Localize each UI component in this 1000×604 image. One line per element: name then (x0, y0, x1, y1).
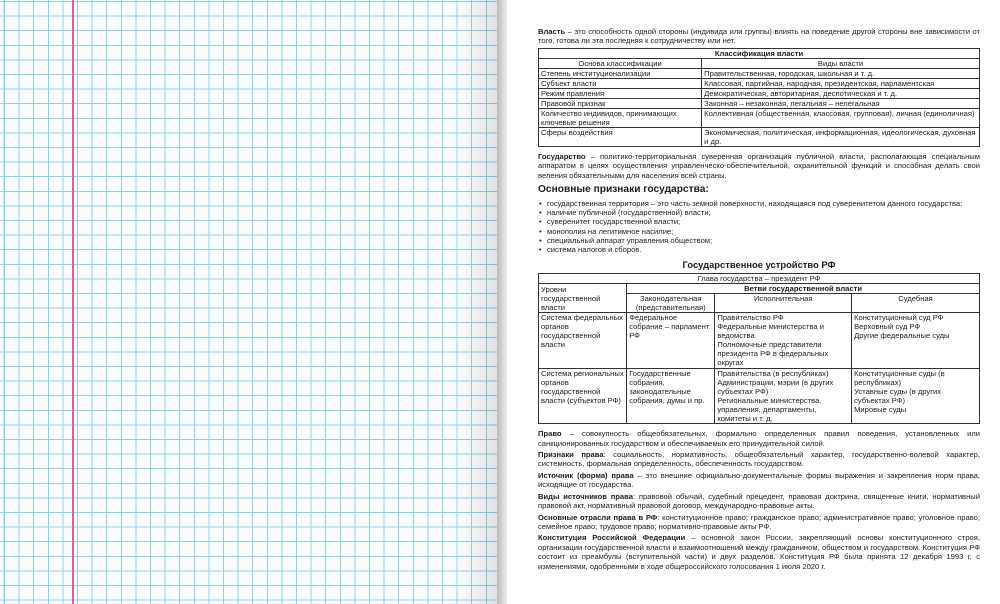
list-item: • суверенитет государственной власти; (547, 217, 980, 226)
state-definition: Государство – политико-территориальная суверенная организация публичной власти, располагающая специальным аппаратом в целях осуществления управленческо-обеспечительной, охранительной функций и способная делать свои веления обязательными для населения всей страны. (538, 151, 980, 180)
list-item: • наличие публичной (государственной) власти; (547, 208, 980, 217)
list-item: • система налогов и сборов. (547, 245, 980, 254)
table-header: Виды власти (702, 58, 980, 68)
term: Право (538, 429, 562, 439)
table-row: Количество индивидов, принимающих ключевые решения Коллективная (общественная, классовая, групповая), личная (единоличная) (539, 108, 980, 127)
table-row: Система региональных органов государственной власти (субъектов РФ) Государственные собрания, законодательные собрания, думы и пр. Правительства (в республиках) Администрации, мэрии (в других субъектах РФ) Региональные министерства, управления, департаменты, комитеты и т. д. Конституционные суды (в республиках) Уставные суды (в других субъектах РФ) Мировые суды (539, 369, 980, 424)
signs-heading: Основные признаки государства: (538, 184, 709, 196)
table-row: Степень институционализации Правительственная, городская, школьная и т. д. (539, 68, 980, 78)
table-row: Сферы воздействия Экономическая, политическая, информационная, идеологическая, духовная и др. (539, 127, 980, 146)
signs-list (538, 199, 980, 254)
branches-label: Ветви государственной власти (627, 284, 980, 294)
levels-label: Уровни государственной власти (539, 284, 627, 313)
law-paragraph: Признаки права: социальность, нормативность, общеобязательный характер, государственно-волевой характер, системность, формальная определенность, обеспеченность государством. (538, 450, 980, 469)
table-row: Правовой признак Законная – незаконная, легальная – нелегальная (539, 98, 980, 108)
law-paragraph: Виды источников права: правовой обычай, судебный прецедент, правовая доктрина, священные книги, нормативный правовой акт, нормативный правовой договор, международно-правовые акты. (538, 491, 980, 511)
law-paragraph: Конституция Российской Федерации – основной закон России, закрепляющий основы конституционного строя, организации государственной власти и взаимоотношений между гражданином, обществом и государством. Конституция РФ состоит из преамбулы (вступительной части) и двух разделов. Конституция РФ была принята 12 декабря 1993 г. с изменениями, одобренными в ходе общероссийского голосования 1 июля 2020 г. (538, 533, 980, 571)
margin-line (72, 0, 74, 604)
law-paragraph: Источник (форма) права – это внешние официально-документальные формы выражения и закрепления норм права, исходящие от государства. (538, 470, 980, 490)
table-row: Режим правления Демократическая, авторитарная, деспотическая и т. д. (539, 88, 980, 98)
text-page (507, 0, 1000, 604)
branch-header: Исполнительная (715, 294, 852, 313)
term: Источник (форма) права (538, 470, 634, 480)
law-paragraph: Основные отрасли права в РФ: конституционное право; гражданское право; административное право; уголовное право; семейное право; трудовое право; нормативно-правовые акты РФ. (538, 512, 980, 531)
head-of-state: Глава государства – президент РФ (539, 274, 980, 284)
branch-header: Судебная (852, 294, 980, 313)
table-header: Основа классификации (539, 58, 702, 68)
term: Виды источников права (538, 491, 633, 501)
book-spine (497, 0, 507, 604)
term: Государство (538, 151, 586, 161)
state-structure-table (538, 273, 980, 424)
table-title: Классификация власти (539, 48, 980, 58)
table-row: Система федеральных органов государственной власти Федеральное собрание – парламент РФ Правительство РФ Федеральные министерства и ведомства Полномочные представители президента РФ в федеральных округах Конституционный суд РФ Верховный суд РФ Другие федеральные суды (539, 313, 980, 369)
law-paragraph: Право – совокупность общеобязательных, формально определенных правил поведения, установленных или санкционированных государством и обеспечиваемых его принудительной силой. (538, 429, 980, 448)
list-item: • государственная территория – это часть земной поверхности, находящаяся под суверенитетом данного государства; (547, 199, 980, 208)
list-item: • монополия на легитимное насилие; (547, 227, 980, 236)
page-content (538, 27, 980, 573)
term: Признаки права (538, 450, 604, 460)
term: Конституция Российской Федерации (538, 533, 686, 543)
grid-paper-page (0, 0, 497, 604)
branch-header: Законодательная (представительная) (627, 294, 715, 313)
term: Основные отрасли права в РФ (538, 512, 658, 522)
power-classification-table (538, 48, 980, 147)
list-item: • специальный аппарат управления обществом; (547, 236, 980, 245)
table-row: Субъект власти Классовая, партийная, народная, президентская, парламентская (539, 78, 980, 88)
power-definition: Власть – это способность одной стороны (индивида или группы) влиять на поведение другой стороны вне зависимости от того, готова ли эта последняя к сотрудничеству или нет. (538, 27, 980, 46)
structure-title: Государственное устройство РФ (682, 259, 836, 271)
law-section (538, 429, 980, 571)
term: Власть (538, 27, 566, 36)
